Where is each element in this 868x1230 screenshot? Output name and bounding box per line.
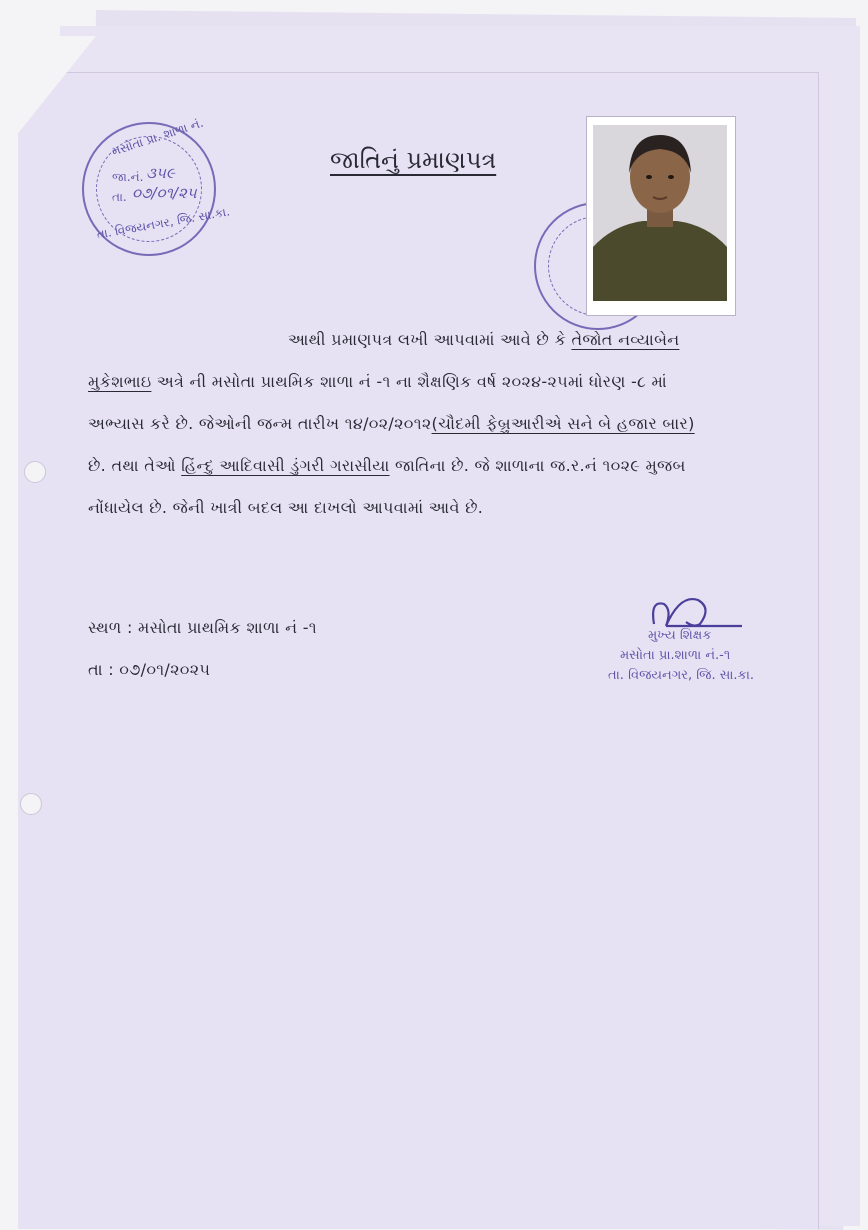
folded-corner — [0, 36, 96, 156]
body-line-4 — [88, 456, 686, 476]
student-photo — [586, 116, 736, 316]
stamp-top-text: મસોતા પ્રા. શાળા નં. — [110, 115, 206, 159]
body-line-2 — [88, 372, 667, 392]
body-line-5: નોંધાયેલ છે. જેની ખાત્રી બદલ આ દાખલો આપવામાં આવે છે. — [88, 498, 484, 517]
stamp-date-value: ૦૭/૦૧/૨૫ — [132, 184, 197, 202]
stamp-date-label: તા. — [112, 190, 127, 204]
student-portrait-image — [593, 125, 727, 301]
school-year-standard-text: અત્રે ની મસોતા પ્રાથમિક શાળા નં -૧ ના શૈક્ષણિક વર્ષ ૨૦૨૪-૨૫માં ધોરણ -૮ માં — [156, 372, 668, 391]
body-line-3 — [88, 414, 695, 434]
certificate-title: જાતિનું પ્રમાણપત્ર — [330, 146, 497, 174]
date-line: તા : ૦૭/૦૧/૨૦૨૫ — [88, 660, 211, 679]
punch-hole — [24, 461, 46, 483]
signature-address: તા. વિજયનગર, જિ. સા.કા. — [608, 668, 755, 683]
birth-date-in-words: (ચૌદમી ફેબ્રુઆરીએ સને બે હજાર બાર) — [431, 414, 695, 433]
signature-designation: મુખ્ય શિક્ષક — [648, 628, 712, 643]
birth-date-text: અભ્યાસ કરે છે. જેઓની જન્મ તારીખ ૧૪/૦૨/૨૦૧૨ — [88, 414, 432, 433]
student-name-first: તેજોત નવ્યાબેન — [571, 330, 680, 349]
body-line-1 — [288, 330, 679, 350]
student-name-last: મુકેશભાઇ — [88, 372, 152, 391]
caste-value: હિંન્દુ આદિવાસી ડુંગરી ગરાસીયા — [181, 456, 390, 475]
register-number-text: જાતિના છે. જે શાળાના જ.ર.નં ૧૦૨૯ મુજબ — [394, 456, 686, 475]
certificate-intro-text: આથી પ્રમાણપત્ર લખી આપવામાં આવે છે કે — [288, 330, 567, 349]
stamp-jana-label: જા.નં. — [112, 170, 144, 184]
signature-school: મસોતા પ્રા.શાળા નં.-૧ — [620, 648, 731, 663]
caste-intro-text: છે. તથા તેઓ — [88, 456, 176, 475]
place-line: સ્થળ : મસોતા પ્રાથમિક શાળા નં -૧ — [88, 618, 317, 637]
stamp-jana-value: ૩૫૯ — [146, 164, 175, 182]
stamp-bottom-text: તા. વિજયનગર, જિ. સા.કા. — [95, 204, 231, 242]
punch-hole — [20, 793, 42, 815]
